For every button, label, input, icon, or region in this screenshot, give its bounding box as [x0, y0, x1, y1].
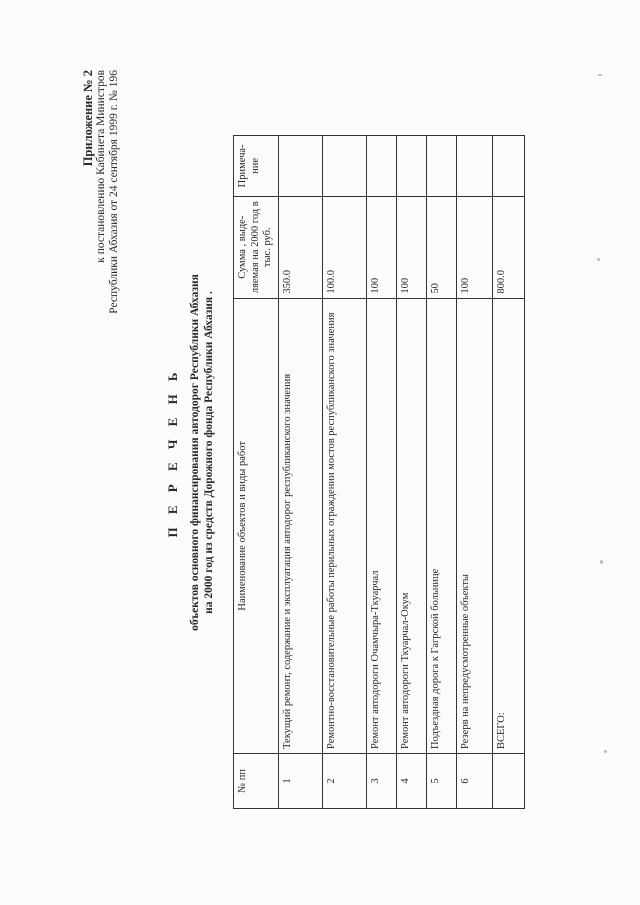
- table-header-row: [234, 136, 279, 809]
- row-no: 2: [322, 753, 366, 808]
- document-heading: П Е Р Е Ч Е Н Ь: [165, 367, 180, 538]
- row-note: [426, 136, 456, 197]
- row-sum: 100.0: [322, 196, 366, 298]
- appendix-title: Приложение № 2: [81, 70, 95, 167]
- row-no: 4: [396, 753, 426, 808]
- scan-speck: [600, 560, 603, 564]
- row-no: 1: [278, 753, 322, 808]
- total-label: ВСЕГО:: [492, 298, 524, 753]
- table-row: [426, 136, 456, 809]
- appendix-note: [82, 70, 121, 314]
- scan-speck: [604, 750, 607, 753]
- table-row: [278, 136, 322, 809]
- table-row: [456, 136, 492, 809]
- objects-table: [233, 135, 525, 809]
- row-name: Ремонт автодороги Очамчыра-Ткуарчал: [366, 298, 396, 753]
- total-note: [492, 136, 524, 197]
- row-name: Подъездная дорога к Гагрской больнице: [426, 298, 456, 753]
- scan-speck: [598, 74, 602, 76]
- header-note: Примеча-ние: [234, 136, 279, 197]
- row-note: [366, 136, 396, 197]
- row-sum: 100: [456, 196, 492, 298]
- table-total-row: [492, 136, 524, 809]
- appendix-line-1: к постановлению Кабинета Министров: [95, 70, 107, 263]
- row-no: 3: [366, 753, 396, 808]
- row-note: [456, 136, 492, 197]
- row-sum: 50: [426, 196, 456, 298]
- document-subheading: [188, 0, 216, 905]
- row-name: Ремонтно-восстановительные работы перильных ограждении мостов республиканского значения: [322, 298, 366, 753]
- table-row: [366, 136, 396, 809]
- header-name: Наименование объектов и виды работ: [234, 298, 279, 753]
- table-row: [322, 136, 366, 809]
- scan-speck: [597, 258, 600, 261]
- total-sum: 800.0: [492, 196, 524, 298]
- appendix-line-2: Республики Абхазия от 24 сентября 1999 г. № 196: [108, 70, 120, 314]
- row-note: [396, 136, 426, 197]
- row-note: [322, 136, 366, 197]
- row-no: 5: [426, 753, 456, 808]
- table-row: [396, 136, 426, 809]
- subheading-line-2: на 2000 год из средств Дорожного фонда Республики Абхазия .: [203, 291, 215, 614]
- header-no: № пп: [234, 753, 279, 808]
- row-name: Резерв на непредусмотренные объекты: [456, 298, 492, 753]
- subheading-line-1: объектов основного финансирования автодорог Республики Абхазия: [189, 274, 201, 631]
- total-no: [492, 753, 524, 808]
- header-sum: Сумма , выде-ляемая на 2000 год в тыс. руб.: [234, 196, 279, 298]
- row-sum: 100: [366, 196, 396, 298]
- row-sum: 350.0: [278, 196, 322, 298]
- row-note: [278, 136, 322, 197]
- row-name: Ремонт автодороги Ткуарчал-Окум: [396, 298, 426, 753]
- row-sum: 100: [396, 196, 426, 298]
- row-name: Текущий ремонт, содержание и эксплуатация автодорог республиканского значения: [278, 298, 322, 753]
- row-no: 6: [456, 753, 492, 808]
